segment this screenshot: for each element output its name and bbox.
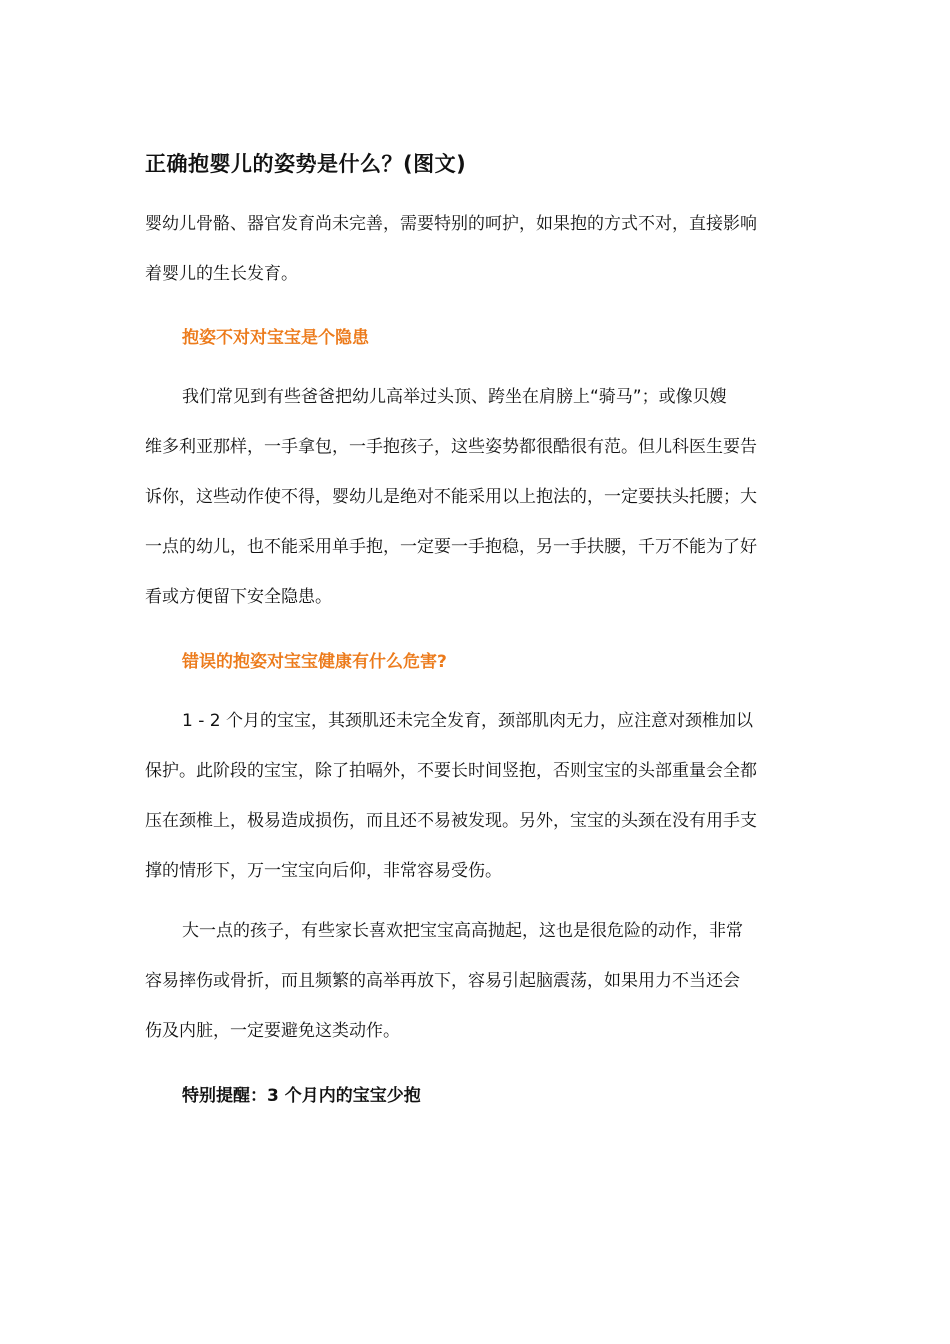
paragraph-line: 大一点的孩子，有些家长喜欢把宝宝高高抛起，这也是很危险的动作，非常 — [182, 921, 743, 941]
paragraph-line: 诉你，这些动作使不得，婴幼儿是绝对不能采用以上抱法的，一定要扶头托腰；大 — [145, 487, 757, 507]
special-tip-heading: 特别提醒：3 个月内的宝宝少抱 — [182, 1086, 421, 1106]
paragraph-line: 婴幼儿骨骼、器官发育尚未完善，需要特别的呵护，如果抱的方式不对，直接影响 — [145, 214, 757, 234]
paragraph-line: 容易摔伤或骨折，而且频繁的高举再放下，容易引起脑震荡，如果用力不当还会 — [145, 971, 740, 991]
paragraph-line: 着婴儿的生长发育。 — [145, 264, 298, 284]
paragraph-line: 维多利亚那样，一手拿包，一手抱孩子，这些姿势都很酷很有范。但儿科医生要告 — [145, 437, 757, 457]
paragraph-line: 保护。此阶段的宝宝，除了拍嗝外，不要长时间竖抱，否则宝宝的头部重量会全都 — [145, 761, 757, 781]
paragraph-line: 伤及内脏，一定要避免这类动作。 — [145, 1021, 400, 1041]
paragraph-line: 一点的幼儿，也不能采用单手抱，一定要一手抱稳，另一手扶腰，千万不能为了好 — [145, 537, 757, 557]
section-heading-harm: 错误的抱姿对宝宝健康有什么危害? — [182, 652, 447, 672]
paragraph-line: 我们常见到有些爸爸把幼儿高举过头顶、跨坐在肩膀上“骑马”；或像贝嫂 — [182, 387, 727, 407]
paragraph-line: 撑的情形下，万一宝宝向后仰，非常容易受伤。 — [145, 861, 502, 881]
section2-paragraph-1 — [145, 696, 807, 896]
section2-paragraph-2 — [145, 906, 807, 1056]
intro-paragraph — [145, 199, 807, 299]
page-title: 正确抱婴儿的姿势是什么？(图文) — [145, 152, 467, 176]
paragraph-line: 看或方便留下安全隐患。 — [145, 587, 332, 607]
paragraph-line: 1 - 2 个月的宝宝，其颈肌还未完全发育，颈部肌肉无力，应注意对颈椎加以 — [182, 711, 753, 731]
section1-paragraph — [145, 372, 807, 622]
paragraph-line: 压在颈椎上，极易造成损伤，而且还不易被发现。另外，宝宝的头颈在没有用手支 — [145, 811, 757, 831]
section-heading-posture-risk: 抱姿不对对宝宝是个隐患 — [182, 328, 369, 348]
